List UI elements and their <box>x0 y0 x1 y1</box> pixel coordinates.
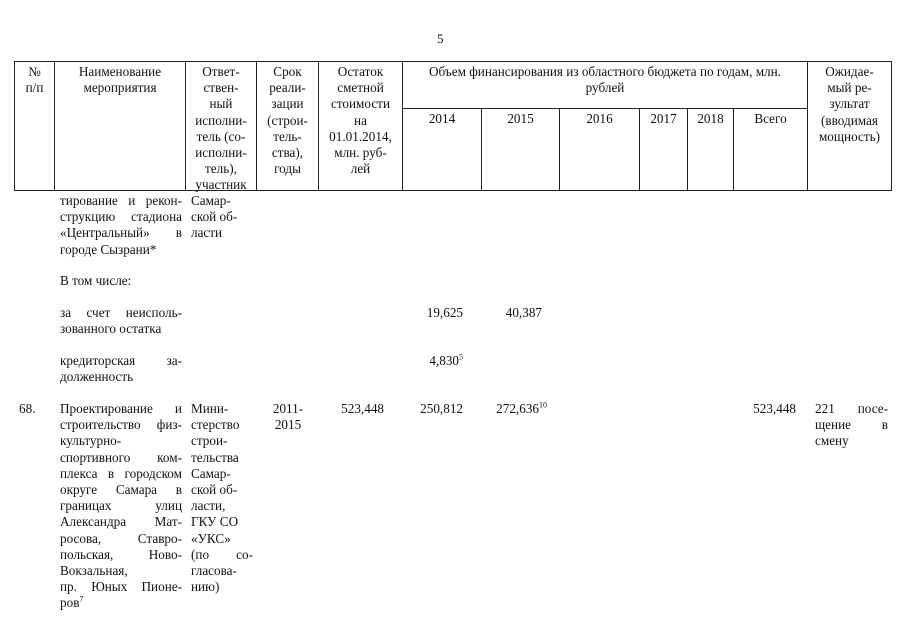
including-label: В том числе: <box>60 273 132 288</box>
header-name: Наименование мероприятия <box>78 64 162 96</box>
row-68-total: 523,448 <box>753 401 796 416</box>
row-68-name: Проектирование и строительство физ- культурно- спортивного ком- плекса в городском округе Самара в границах улиц Александра Мат- росова, Ставро- польская, Ново- Вокзальная, пр. Юных Пионе- ров$^7$ <box>60 401 182 611</box>
header-year-2017: 2017 <box>650 111 677 126</box>
header-year-2018: 2018 <box>697 111 724 126</box>
header-year-2016: 2016 <box>586 111 613 126</box>
header-total: Всего <box>754 111 787 126</box>
row-68-2014: 250,812 <box>420 401 463 416</box>
continued-executor: Самар- ской об- ласти <box>191 193 238 241</box>
unused-remainder-label: за счет неисполь- зованного остатка <box>60 305 182 337</box>
unused-2015-value: 40,387 <box>505 305 542 320</box>
row-68-executor: Мини- стерство строи- тельства Самар- ской об- ласти, ГКУ СО «УКС» (по со- гласова- нию) <box>191 401 253 595</box>
row-68-result: 221 посе- щение в смену <box>815 401 888 449</box>
header-remainder: Остаток сметной стоимости на 01.01.2014, млн. руб- лей <box>329 64 392 177</box>
row-68-2015: 272,636$^{10}$ <box>496 400 547 416</box>
footnote-mark: 5 <box>459 352 463 362</box>
page-number: 5 <box>437 31 444 46</box>
header-term: Срок реали- зации (строи- тель- ства), годы <box>267 64 308 177</box>
continued-name: тирование и рекон- струкцию стадиона «Центральный» в городе Сызрани* <box>60 193 182 257</box>
footnote-mark: 7 <box>79 595 84 605</box>
row-68-remainder: 523,448 <box>341 401 384 416</box>
header-num: № п/п <box>25 64 44 96</box>
row-68-number: 68. <box>19 401 36 416</box>
header-executor: Ответ- ствен- ный исполни- тель (со- исполни- тель), участник <box>195 64 247 193</box>
footnote-mark: 10 <box>539 400 547 410</box>
creditor-debt-label: кредиторская за- долженность <box>60 353 182 385</box>
creditor-debt-2014: 4,830$^5$ <box>429 352 463 368</box>
header-year-2014: 2014 <box>428 111 456 126</box>
row-68-term: 2011- 2015 <box>272 401 304 433</box>
header-result: Ожидае- мый ре- зультат (вводимая мощность) <box>818 64 881 144</box>
header-year-2015: 2015 <box>507 111 534 126</box>
unused-2014-value: 19,625 <box>426 305 463 320</box>
header-financing: Объем финансирования из областного бюджета по годам, млн. рублей <box>429 64 781 96</box>
